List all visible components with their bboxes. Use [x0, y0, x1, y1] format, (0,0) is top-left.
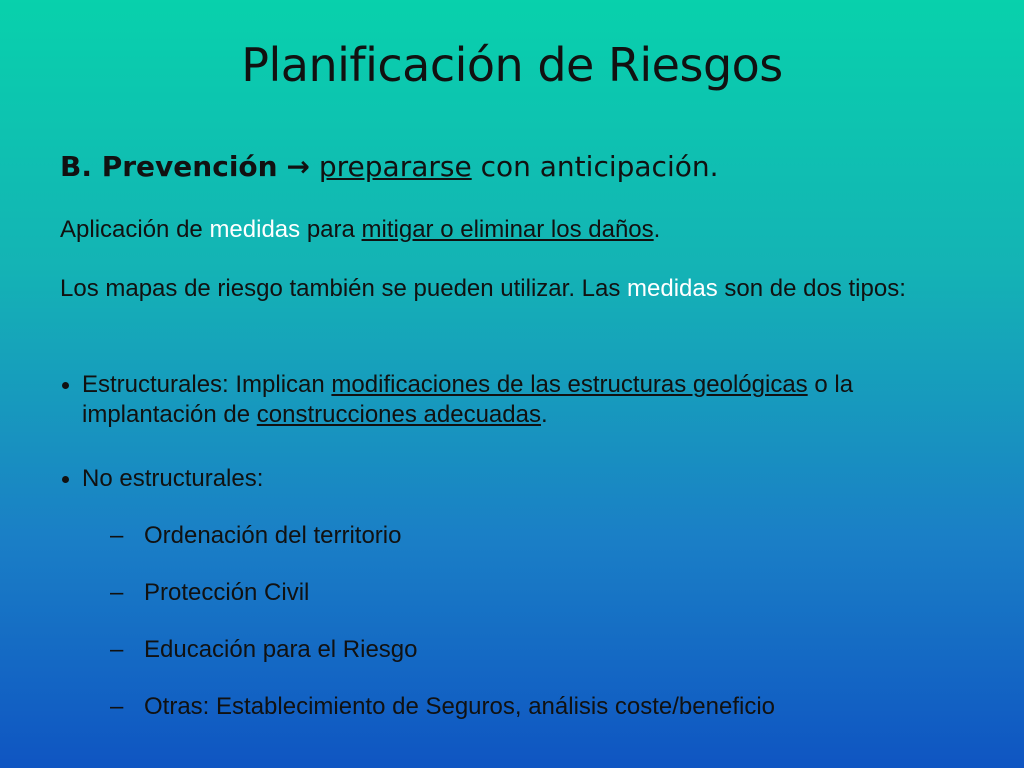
bullet1-c: . — [540, 401, 548, 428]
para2-a: Los mapas de riesgo también se pueden utilizar. Las — [60, 275, 628, 302]
subtitle-rest: con anticipación. — [471, 150, 719, 183]
bullet1-a: Estructurales: Implican — [82, 371, 332, 398]
subitem-text: Protección Civil — [144, 579, 310, 606]
para1-c: . — [653, 216, 661, 243]
subitem-otras — [110, 692, 775, 722]
dash-icon: – — [110, 579, 124, 606]
paragraph-mapas — [60, 274, 990, 304]
para1-highlight: medidas — [209, 216, 301, 243]
paragraph-medidas — [60, 215, 990, 245]
bullet1-u2: construcciones adecuadas — [256, 401, 541, 428]
subitem-educacion — [110, 635, 418, 665]
bullet-estructurales — [60, 370, 982, 430]
para1-underlined: mitigar o eliminar los daños — [361, 216, 654, 243]
subitem-proteccion — [110, 578, 309, 608]
bullet-dot-icon — [62, 476, 69, 483]
dash-icon: – — [110, 636, 124, 663]
bullet1-b: o la implantación de — [82, 371, 854, 428]
subitem-text: Educación para el Riesgo — [144, 636, 418, 663]
bullet-dot-icon — [62, 382, 69, 389]
bullet2-text: No estructurales: — [82, 465, 264, 492]
bullet-no-estructurales — [60, 464, 982, 494]
para2-highlight: medidas — [627, 275, 718, 302]
para1-a: Aplicación de — [60, 216, 210, 243]
subitem-text: Otras: Establecimiento de Seguros, análisis coste/beneficio — [144, 693, 775, 720]
dash-icon: – — [110, 522, 124, 549]
subtitle-underlined: prepararse — [318, 150, 472, 183]
subtitle-prefix: B. Prevención — [60, 150, 278, 183]
para2-b: son de dos tipos: — [717, 275, 906, 302]
slide-subtitle — [60, 150, 719, 183]
subitem-text: Ordenación del territorio — [144, 522, 402, 549]
bullet1-u1: modificaciones de las estructuras geológicas — [331, 371, 808, 398]
subitem-ordenacion — [110, 521, 401, 551]
arrow-icon: → — [286, 150, 310, 183]
dash-icon: – — [110, 693, 124, 720]
para1-b: para — [300, 216, 362, 243]
slide-title: Planificación de Riesgos — [241, 38, 783, 92]
